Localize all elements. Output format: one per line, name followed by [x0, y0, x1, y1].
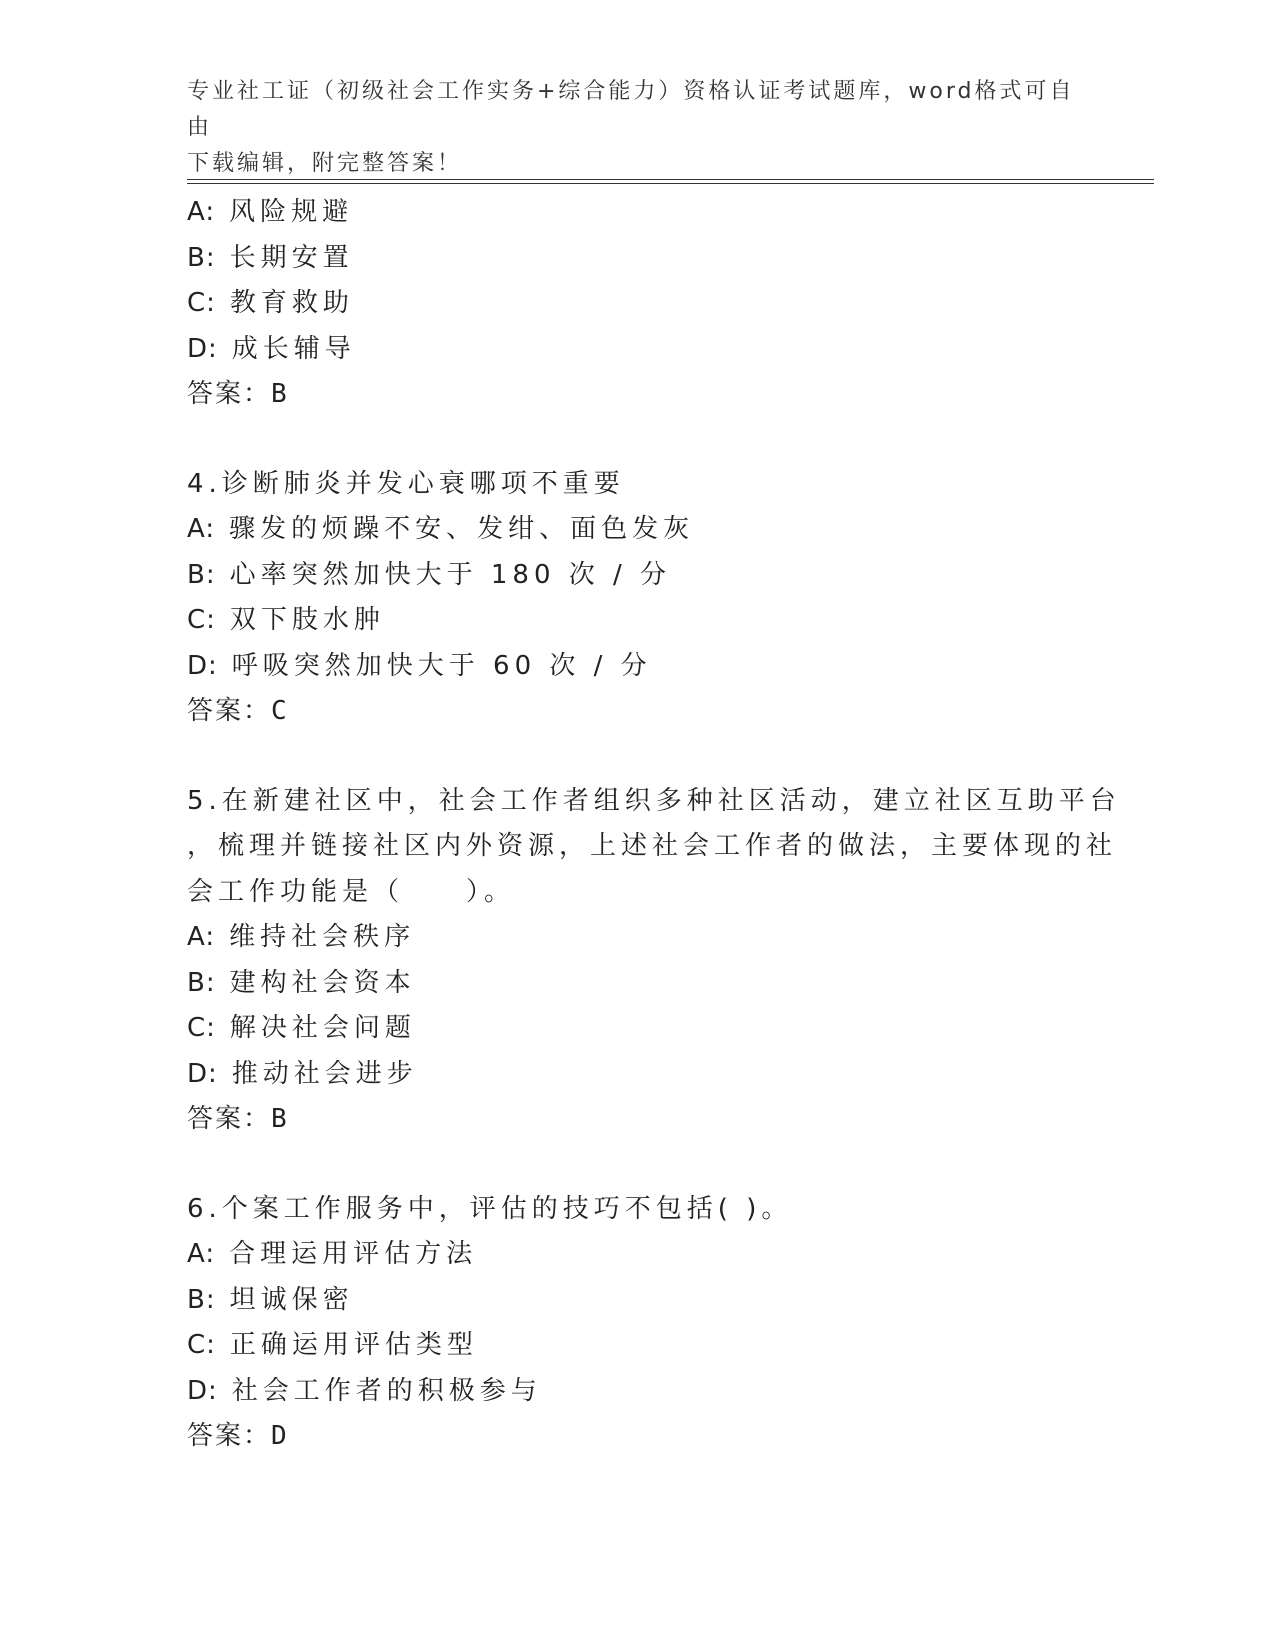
option-b: B: 坦诚保密: [187, 1284, 354, 1315]
question-stem: 6.个案工作服务中，评估的技巧不包括( )。: [187, 1193, 793, 1224]
answer: 答案：B: [187, 379, 289, 409]
question-stem: 4.诊断肺炎并发心衰哪项不重要: [187, 468, 625, 499]
option-a: A: 维持社会秩序: [187, 922, 416, 952]
option-d: D: 社会工作者的积极参与: [187, 1375, 542, 1406]
question-list: [187, 190, 1121, 1460]
question-5: [187, 779, 1121, 1143]
answer: 答案：D: [187, 1421, 289, 1451]
answer: 答案：C: [187, 696, 289, 726]
option-b: B: 长期安置: [187, 242, 354, 273]
question-stem-line-3: 会工作功能是（ ）。: [187, 876, 516, 907]
option-c: C: 解决社会问题: [187, 1013, 416, 1043]
option-b: B: 建构社会资本: [187, 967, 416, 998]
document-header: [187, 74, 1087, 182]
answer: 答案：B: [187, 1104, 289, 1134]
option-a: A: 风险规避: [187, 197, 354, 227]
option-d: D: 成长辅导: [187, 333, 356, 364]
header-divider-top: [187, 179, 1154, 180]
header-divider-bottom: [187, 183, 1154, 184]
option-b: B: 心率突然加快大于 180 次 / 分: [187, 559, 672, 590]
option-c: C: 双下肢水肿: [187, 605, 385, 635]
option-c: C: 教育救助: [187, 288, 354, 318]
question-stem-line-2: ，梳理并链接社区内外资源，上述社会工作者的做法，主要体现的社: [187, 831, 1118, 861]
header-line-2: 下载编辑，附完整答案！: [187, 151, 463, 176]
option-d: D: 推动社会进步: [187, 1058, 418, 1089]
option-c: C: 正确运用评估类型: [187, 1330, 478, 1360]
question-3: [187, 190, 1087, 418]
option-a: A: 合理运用评估方法: [187, 1239, 478, 1269]
header-line-1: 专业社工证（初级社会工作实务+综合能力）资格认证考试题库，word格式可自由: [187, 79, 1075, 140]
question-stem-line-1: 5.在新建社区中，社会工作者组织多种社区活动，建立社区互助平台: [187, 785, 1121, 816]
option-a: A: 骤发的烦躁不安、发绀、面色发灰: [187, 514, 695, 544]
option-d: D: 呼吸突然加快大于 60 次 / 分: [187, 650, 652, 681]
question-4: [187, 462, 1087, 735]
question-6: [187, 1187, 1087, 1460]
